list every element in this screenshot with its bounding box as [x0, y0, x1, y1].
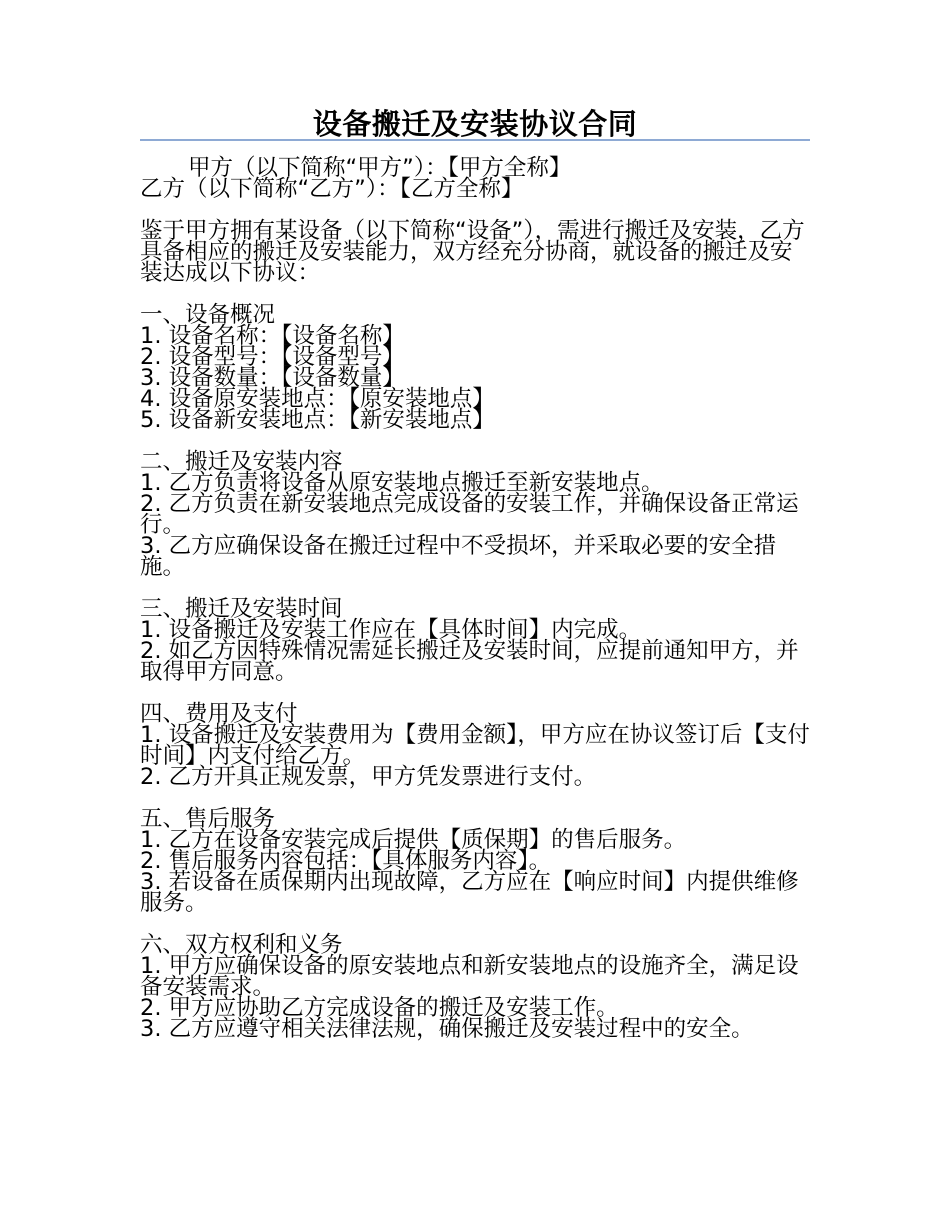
clause-item: 1. 设备名称：【设备名称】 — [140, 323, 405, 349]
clause-item: 3. 若设备在质保期内出现故障，乙方应在【响应时间】内提供维修服务。 — [140, 869, 799, 916]
section-heading: 六、双方权利和义务 — [140, 932, 343, 958]
section-relocation-content — [140, 449, 812, 580]
party-a-line: 甲方（以下简称“甲方”）：【甲方全称】 — [188, 155, 572, 181]
clause-item: 1. 乙方在设备安装完成后提供【质保期】的售后服务。 — [140, 827, 687, 853]
section-heading: 四、费用及支付 — [140, 701, 298, 727]
clause-item: 3. 乙方应确保设备在搬迁过程中不受损坏，并采取必要的安全措施。 — [140, 533, 777, 580]
preamble-paragraph: 鉴于甲方拥有某设备（以下简称“设备”），需进行搬迁及安装，乙方具备相应的搬迁及安装能力，双方经充分协商，就设备的搬迁及安装达成以下协议： — [140, 218, 805, 286]
clause-item: 2. 售后服务内容包括：【具体服务内容】。 — [140, 848, 552, 874]
clause-item: 2. 乙方开具正规发票，甲方凭发票进行支付。 — [140, 764, 597, 790]
section-equipment-overview — [140, 302, 812, 433]
clause-item: 2. 设备型号：【设备型号】 — [140, 344, 405, 370]
section-heading: 二、搬迁及安装内容 — [140, 449, 343, 475]
section-schedule — [140, 596, 812, 685]
section-fees-payment — [140, 701, 812, 790]
section-heading: 三、搬迁及安装时间 — [140, 596, 343, 622]
clause-item: 5. 设备新安装地点：【新安装地点】 — [140, 407, 495, 433]
clause-item: 2. 甲方应协助乙方完成设备的搬迁及安装工作。 — [140, 995, 619, 1021]
document-body — [140, 155, 812, 1042]
clause-item: 1. 乙方负责将设备从原安装地点搬迁至新安装地点。 — [140, 470, 664, 496]
section-after-sales — [140, 806, 812, 916]
clause-item: 3. 设备数量：【设备数量】 — [140, 365, 405, 391]
clause-item: 4. 设备原安装地点：【原安装地点】 — [140, 386, 495, 412]
clause-item: 2. 乙方负责在新安装地点完成设备的安装工作，并确保设备正常运行。 — [140, 491, 799, 538]
section-heading: 一、设备概况 — [140, 302, 276, 328]
clause-item: 3. 乙方应遵守相关法律法规，确保搬迁及安装过程中的安全。 — [140, 1016, 754, 1042]
title-underline — [140, 139, 810, 141]
section-rights-obligations — [140, 932, 812, 1042]
clause-item: 1. 设备搬迁及安装费用为【费用金额】，甲方应在协议签订后【支付时间】内支付给乙方。 — [140, 722, 810, 769]
section-heading: 五、售后服务 — [140, 806, 276, 832]
document-title: 设备搬迁及安装协议合同 — [312, 107, 638, 141]
clause-item: 1. 设备搬迁及安装工作应在【具体时间】内完成。 — [140, 617, 642, 643]
clause-item: 1. 甲方应确保设备的原安装地点和新安装地点的设施齐全，满足设备安装需求。 — [140, 953, 799, 1000]
party-b-line: 乙方（以下简称“乙方”）：【乙方全称】 — [140, 176, 524, 202]
clause-item: 2. 如乙方因特殊情况需延长搬迁及安装时间，应提前通知甲方，并取得甲方同意。 — [140, 638, 799, 685]
